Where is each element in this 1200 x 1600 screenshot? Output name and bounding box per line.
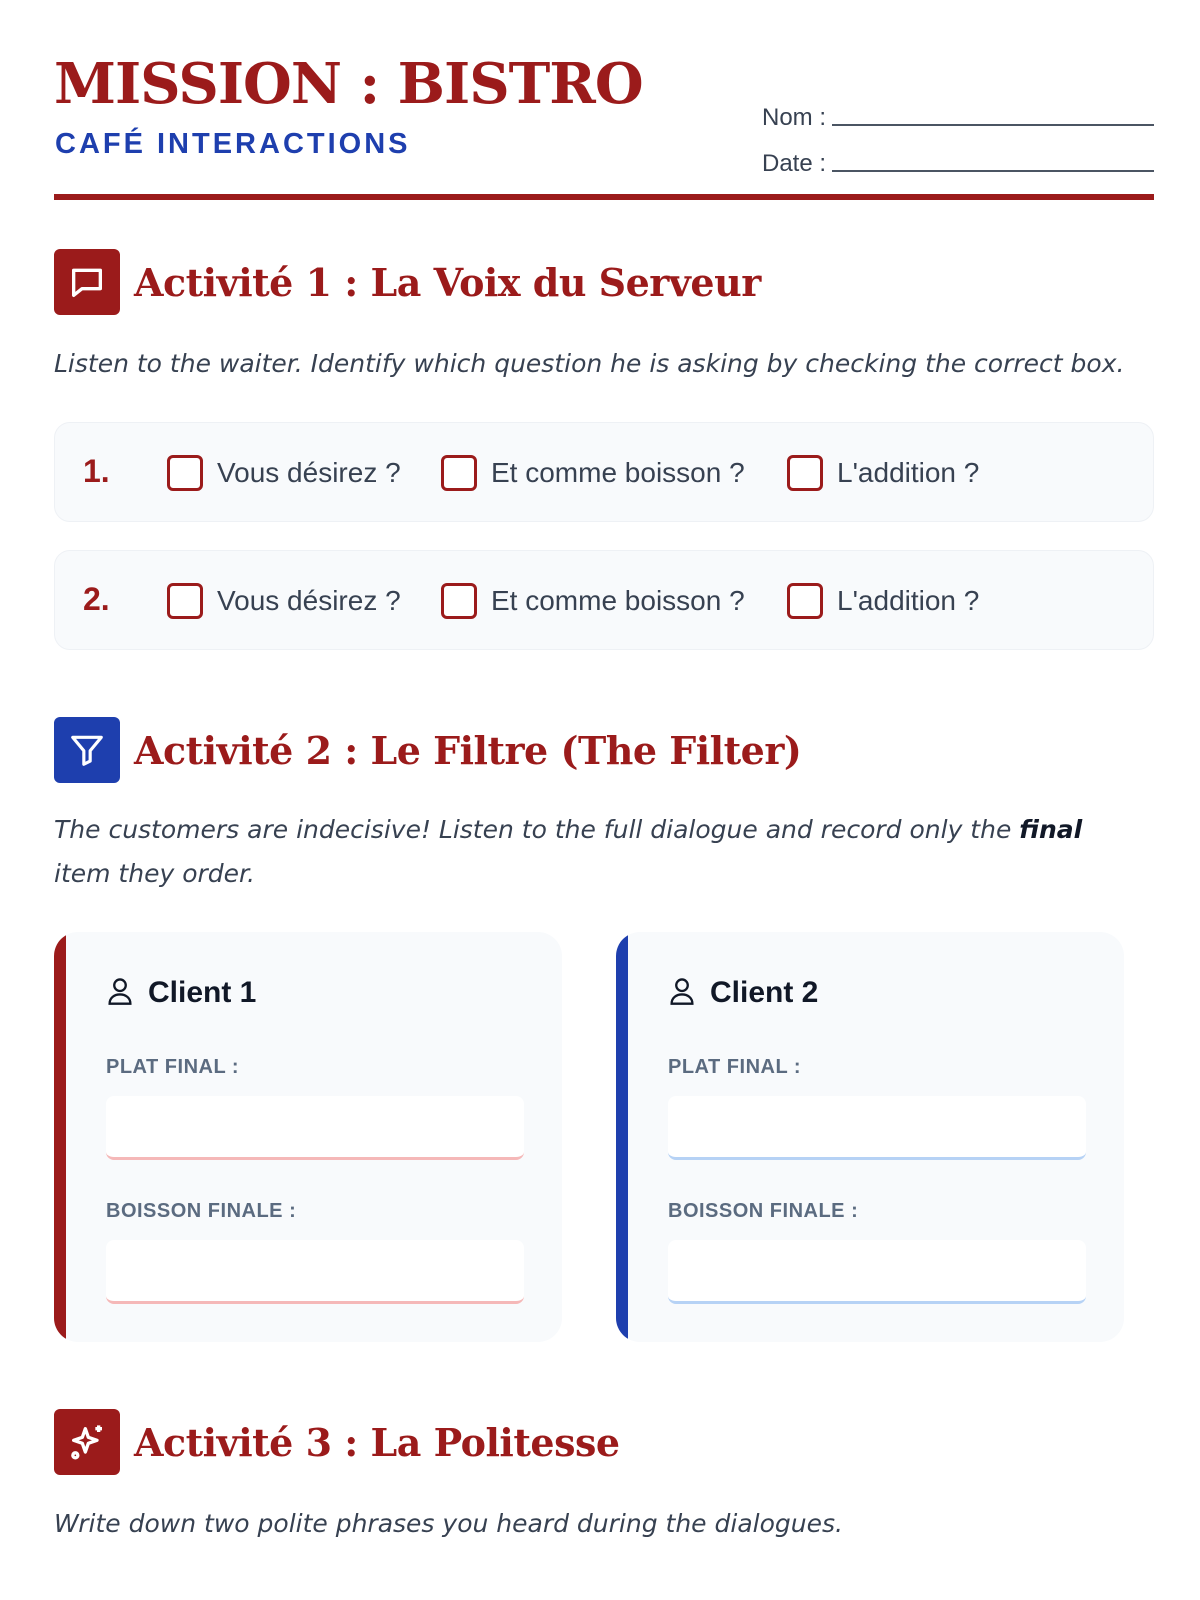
option-label: Vous désirez ? — [217, 457, 401, 488]
client-name: Client 2 — [710, 976, 819, 1009]
option-label: Et comme boisson ? — [491, 457, 745, 488]
activity-1-title: Activité 1 : La Voix du Serveur — [134, 259, 761, 305]
checkbox[interactable] — [441, 583, 477, 619]
dish-label: PLAT FINAL : — [106, 1056, 240, 1078]
option-vous-desirez[interactable] — [167, 453, 401, 493]
question-number: 2. — [83, 581, 110, 617]
option-et-comme-boisson[interactable] — [441, 453, 745, 493]
checkbox[interactable] — [787, 455, 823, 491]
user-icon — [106, 976, 134, 1010]
question-row — [54, 550, 1154, 650]
checkbox[interactable] — [787, 583, 823, 619]
card-accent-bar — [54, 932, 66, 1342]
activity-2-section — [54, 716, 1154, 1356]
activity-3-heading — [54, 1408, 1154, 1476]
option-label: Et comme boisson ? — [491, 585, 745, 616]
activity-3-instructions: Write down two polite phrases you heard during the dialogues. — [54, 1509, 843, 1538]
activity-2-title: Activité 2 : Le Filtre (The Filter) — [134, 727, 802, 773]
instructions-text: The customers are indecisive! Listen to the full dialogue and record only the — [54, 815, 1020, 844]
name-field[interactable] — [832, 94, 1154, 126]
instructions-emphasis: final — [1019, 815, 1083, 844]
option-laddition[interactable] — [787, 581, 979, 621]
name-label: Nom : — [762, 104, 827, 131]
chat-bubble-icon — [54, 249, 120, 315]
activity-1-section — [54, 248, 1154, 668]
activity-2-instructions — [54, 808, 1144, 896]
student-info — [762, 86, 1154, 178]
checkbox[interactable] — [441, 455, 477, 491]
checkbox[interactable] — [167, 455, 203, 491]
activity-3-title: Activité 3 : La Politesse — [134, 1419, 620, 1465]
sparkle-icon — [54, 1409, 120, 1475]
drink-label: BOISSON FINALE : — [106, 1200, 297, 1222]
activity-3-section — [54, 1408, 1154, 1568]
dish-input[interactable] — [668, 1096, 1086, 1160]
checkbox[interactable] — [167, 583, 203, 619]
client-1-card — [54, 932, 562, 1342]
dish-input[interactable] — [106, 1096, 524, 1160]
card-accent-bar — [616, 932, 628, 1342]
dish-label: PLAT FINAL : — [668, 1056, 802, 1078]
name-row — [762, 86, 1154, 132]
drink-input[interactable] — [106, 1240, 524, 1304]
option-vous-desirez[interactable] — [167, 581, 401, 621]
option-label: L'addition ? — [837, 457, 980, 488]
drink-input[interactable] — [668, 1240, 1086, 1304]
drink-label: BOISSON FINALE : — [668, 1200, 859, 1222]
option-label: L'addition ? — [837, 585, 980, 616]
activity-1-heading — [54, 248, 1154, 316]
date-label: Date : — [762, 150, 827, 177]
client-1-header — [106, 976, 256, 1010]
worksheet-title: MISSION : BISTRO — [54, 51, 643, 117]
question-row — [54, 422, 1154, 522]
date-row — [762, 132, 1154, 178]
activity-1-instructions: Listen to the waiter. Identify which question he is asking by checking the correct box. — [54, 349, 1125, 378]
option-et-comme-boisson[interactable] — [441, 581, 745, 621]
header-divider — [54, 194, 1154, 200]
option-laddition[interactable] — [787, 453, 979, 493]
filter-icon — [54, 717, 120, 783]
option-label: Vous désirez ? — [217, 585, 401, 616]
client-2-card — [616, 932, 1124, 1342]
date-field[interactable] — [832, 140, 1154, 172]
client-2-header — [668, 976, 818, 1010]
worksheet-subtitle: CAFÉ INTERACTIONS — [55, 128, 411, 160]
client-cards — [54, 932, 1154, 1342]
client-name: Client 1 — [148, 976, 257, 1009]
activity-2-heading — [54, 716, 1154, 784]
user-icon — [668, 976, 696, 1010]
worksheet-header — [54, 51, 1154, 206]
instructions-text-end: item they order. — [54, 859, 255, 888]
question-number: 1. — [83, 453, 110, 489]
